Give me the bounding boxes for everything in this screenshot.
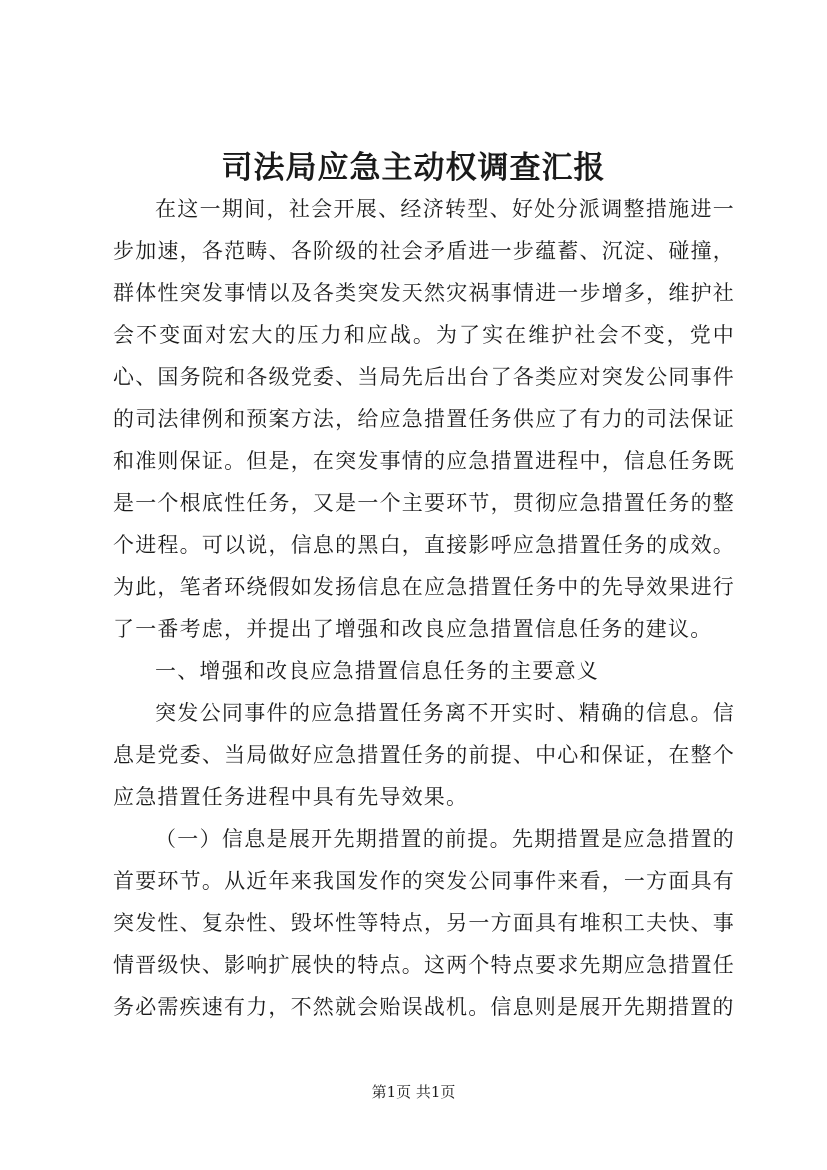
paragraph-section-1: 突发公同事件的应急措置任务离不开实时、精确的信息。信息是党委、当局做好应急措置任务的前提、中心和保证，在整个应急措置任务进程中具有先导效果。 bbox=[113, 701, 735, 809]
paragraph-subsection-1: （一）信息是展开先期措置的前提。先期措置是应急措置的首要环节。从近年来我国发作的突发公同事件来看，一方面具有突发性、复杂性、毁坏性等特点，另一方面具有堆积工夫快、事情晋级快、影响扩展快的特点。这两个特点要求先期应急措置任务必需疾速有力，不然就会贻误战机。信息则是展开先期措置的 bbox=[113, 827, 735, 1019]
paragraph-intro: 在这一期间，社会开展、经济转型、好处分派调整措施进一步加速，各范畴、各阶级的社会矛盾进一步蕴蓄、沉淀、碰撞，群体性突发事情以及各类突发天然灾祸事情进一步增多，维护社会不变面对宏大的压力和应战。为了实在维护社会不变，党中心、国务院和各级党委、当局先后出台了各类应对突发公同事件的司法律例和预案方法，给应急措置任务供应了有力的司法保证和准则保证。但是，在突发事情的应急措置进程中，信息任务既是一个根底性任务，又是一个主要环节，贯彻应急措置任务的整个进程。可以说，信息的黑白，直接影呼应急措置任务的成效。为此，笔者环绕假如发扬信息在应急措置任务中的先导效果进行了一番考虑，并提出了增强和改良应急措置信息任务的建议。 bbox=[113, 197, 735, 641]
document-body bbox=[113, 188, 735, 1028]
section-heading-1: 一、增强和改良应急措置信息任务的主要意义 bbox=[155, 659, 599, 683]
page-footer: 第1页 共1页 bbox=[371, 1083, 456, 1101]
document-title: 司法局应急主动权调查汇报 bbox=[221, 150, 606, 186]
